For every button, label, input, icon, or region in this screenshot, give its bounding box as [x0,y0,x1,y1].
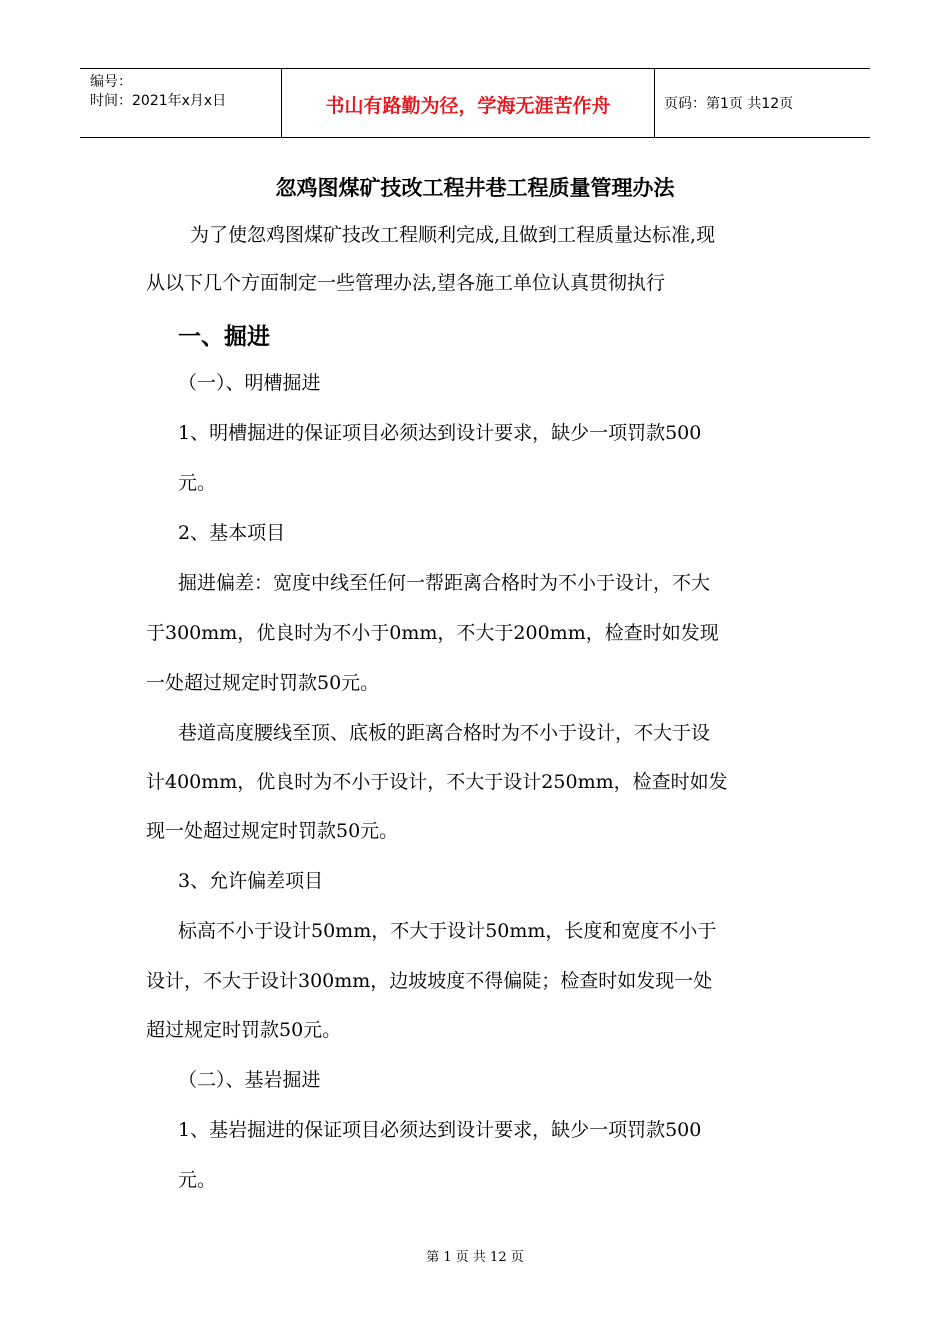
item-heading: 3、允许偏差项目 [178,870,324,892]
paragraph-line: 超过规定时罚款50元。 [146,1019,342,1041]
paragraph-line: 计400mm，优良时为不小于设计，不大于设计250mm，检查时如发 [146,771,728,793]
paragraph-line: 1、基岩掘进的保证项目必须达到设计要求，缺少一项罚款500 [178,1119,702,1141]
header-page-info: 页码：第1页 共12页 [664,96,794,112]
paragraph-line: 1、明槽掘进的保证项目必须达到设计要求，缺少一项罚款500 [178,422,702,444]
header-left-cell [80,69,280,137]
document-date: 时间：2021年x月x日 [90,93,227,109]
page-header [80,68,870,138]
document-title: 忽鸡图煤矿技改工程井巷工程质量管理办法 [275,176,675,200]
subsection-heading: （二）、基岩掘进 [178,1069,321,1091]
document-number-label: 编号： [90,74,132,90]
paragraph-line: 巷道高度腰线至顶、底板的距离合格时为不小于设计，不大于设 [178,722,711,744]
paragraph-line: 一处超过规定时罚款50元。 [146,672,380,694]
paragraph-line: 标高不小于设计50mm，不大于设计50mm，长度和宽度不小于 [178,920,717,942]
section-heading: 一、掘进 [178,324,270,350]
paragraph-line: 元。 [178,1169,217,1191]
intro-line: 为了使忽鸡图煤矿技改工程顺利完成,且做到工程质量达标准,现 [190,224,716,246]
paragraph-line: 设计，不大于设计300mm，边坡坡度不得偏陡；检查时如发现一处 [146,970,713,992]
header-middle-cell [281,69,655,137]
header-right-cell [654,69,870,137]
page-footer: 第 1 页 共 12 页 [426,1250,524,1265]
header-motto: 书山有路勤为径，学海无涯苦作舟 [325,95,611,117]
intro-line: 从以下几个方面制定一些管理办法,望各施工单位认真贯彻执行 [146,272,666,294]
paragraph-line: 于300mm，优良时为不小于0mm，不大于200mm，检查时如发现 [146,622,719,644]
paragraph-line: 现一处超过规定时罚款50元。 [146,820,399,842]
subsection-heading: （一）、明槽掘进 [178,372,321,394]
item-heading: 2、基本项目 [178,522,286,544]
paragraph-line: 掘进偏差：宽度中线至任何一帮距离合格时为不小于设计，不大 [178,572,711,594]
paragraph-line: 元。 [178,472,217,494]
